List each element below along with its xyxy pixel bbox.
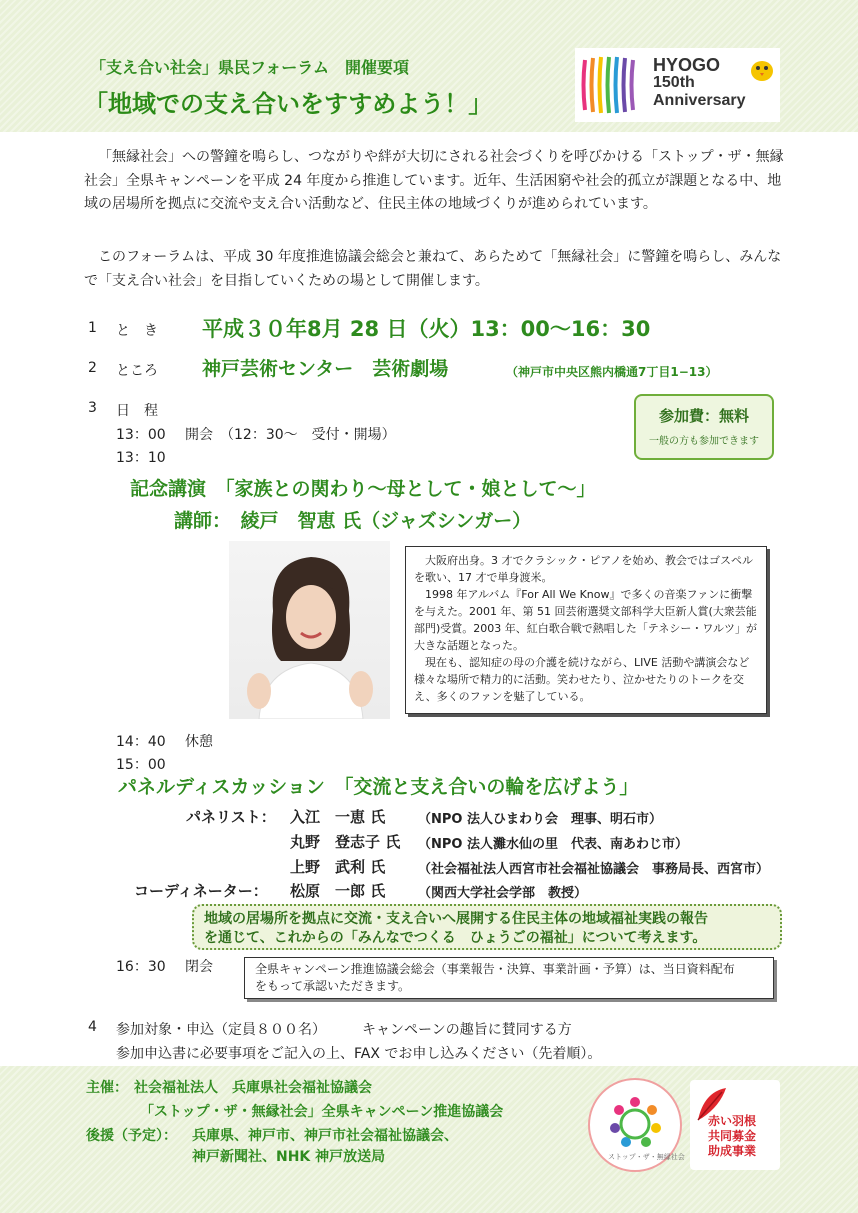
where-label: ところ [116,363,158,379]
opening-time: 13：00 [116,427,166,443]
fee-box [634,394,774,460]
coordinator-affiliation: （関西大学社会学部 教授） [418,886,588,901]
panel-time: 15：00 [116,757,166,773]
panelist-affiliation: （NPO 法人ひまわり会 理事、明石市） [418,812,662,827]
break-text: 休憩 [185,734,213,750]
intro-paragraph-1: 「無縁社会」への警鐘を鳴らし、つながりや絆が大切にされる社会づくりを呼びかける「ストップ・ザ・無縁社会」全県キャンペーンを平成 24 年度から推進しています。近年、生活困窮や社会的孤立が課題となる中、地域の居場所を拠点に交流や支え合い活動など、住民主体の地域づくりが進められています。 [84,149,784,212]
organizer-label: 主催： [86,1080,128,1096]
fee-note: 一般の方も参加できます [649,436,759,447]
summary-line: を通じて、これからの「みんなでつくる ひょうごの福祉」について考えます。 [204,930,707,946]
break-time: 14：40 [116,734,166,750]
red-feather-badge [690,1080,780,1170]
organizer-name: 社会福祉法人 兵庫県社会福祉協議会 [134,1080,372,1096]
hyogo-150th-logo [575,48,780,122]
lecture-title: 記念講演 「家族との関わり～母として・娘として～」 [130,478,596,500]
item-number: 3 [88,400,97,416]
panel-summary-box [192,904,782,950]
approval-line: をもって承認いただきます。 [255,979,411,993]
event-datetime: 平成３０年8月 28 日（火）13：00～16：30 [202,317,651,341]
panelist-name: 入江 一恵 氏 [290,808,386,826]
panelist-affiliation: （NPO 法人灘水仙の里 代表、南あわじ市） [418,837,688,852]
badge-line: 共同募金 [708,1129,757,1143]
apply-target: キャンペーンの趣旨に賛同する方 [362,1022,572,1038]
approval-note-box [244,957,774,999]
support-list: 神戸新聞社、NHK 神戸放送局 [192,1149,386,1165]
support-label: 後援（予定）： [86,1128,177,1144]
campaign-seal-logo [588,1078,685,1172]
lecture-time: 13：10 [116,450,166,466]
mascot-bird-icon [747,54,777,84]
when-label: と き [116,323,158,339]
apply-label: 参加対象・申込（定員８００名） [116,1022,326,1038]
rainbow-bars-icon [581,54,641,116]
item-number: 4 [88,1019,97,1035]
speaker-photo [229,541,390,719]
badge-line: 助成事業 [708,1144,757,1158]
venue-address: （神戸市中央区熊内橋通7丁目1−13） [506,365,718,379]
forum-title: 「支え合い社会」県民フォーラム 開催要項 [90,58,410,77]
item-number: 2 [88,360,97,376]
panelists-label: パネリスト： [186,808,276,826]
panelist-name: 丸野 登志子 氏 [290,833,401,851]
opening-text: 開会 （12：30～ 受付・開場） [185,427,396,443]
panelist-affiliation: （社会福祉法人西宮市社会福祉協議会 事務局長、西宮市） [418,862,770,877]
support-list: 兵庫県、神戸市、神戸市社会福祉協議会、 [192,1128,458,1144]
closing-text: 閉会 [185,959,213,975]
closing-time: 16：30 [116,959,166,975]
seal-text: ストップ・ザ・無縁社会 [608,1153,685,1161]
schedule-label: 日 程 [116,403,158,419]
venue-name: 神戸芸術センター 芸術劇場 [202,358,449,380]
badge-line: 赤い羽根 [708,1114,757,1128]
summary-line: 地域の居場所を拠点に交流・支え合いへ展開する住民主体の地域福祉実践の報告 [204,911,708,927]
intro-paragraph-2: このフォーラムは、平成 30 年度推進協議会総会と兼ねて、あらためて「無縁社会」に警鐘を鳴らし、みんなで「支え合い社会」を目指していくための場として開催します。 [84,249,782,289]
coordinator-label: コーディネーター： [134,882,268,900]
organizer-name: 「ストップ・ザ・無縁社会」全県キャンペーン推進協議会 [140,1104,504,1120]
coordinator-name: 松原 一郎 氏 [290,882,386,900]
speaker-bio [405,546,767,714]
item-number: 1 [88,320,97,336]
approval-line: 全県キャンペーン推進協議会総会（事業報告・決算、事業計画・予算）は、当日資料配布 [255,962,735,976]
apply-note: 参加申込書に必要事項をご記入の上、FAX でお申し込みください（先着順）。 [116,1046,602,1062]
bio-paragraph: 1998 年アルバム『For All We Know』で多くの音楽ファンに衝撃を与えた。2001 年、第 51 回芸術選奨文部科学大臣新人賞(大衆芸能部門)受賞。2003 年、紅白歌合戦で熱唱した「テネシー・ワルツ」が大きな話題となった。 [414,588,758,652]
slogan: 「地域での支え合いをすすめよう！」 [84,90,493,118]
bio-paragraph: 大阪府出身。3 才でクラシック・ピアノを始め、教会ではゴスペルを歌い、17 才で単身渡米。 [414,554,753,584]
fee-title: 参加費：無料 [658,407,749,425]
bio-paragraph: 現在も、認知症の母の介護を続けながら、LIVE 活動や講演会など様々な場所で精力的に活動。笑わせたり、泣かせたりのトークを交え、多くのファンを魅了している。 [414,656,750,703]
lecture-speaker: 講師： 綾戸 智恵 氏（ジャズシンガー） [174,510,532,532]
panelist-name: 上野 武利 氏 [290,858,386,876]
panel-title: パネルディスカッション 「交流と支え合いの輪を広げよう」 [118,776,639,798]
logo-text: HYOGO 150th Anniversary [653,55,746,109]
